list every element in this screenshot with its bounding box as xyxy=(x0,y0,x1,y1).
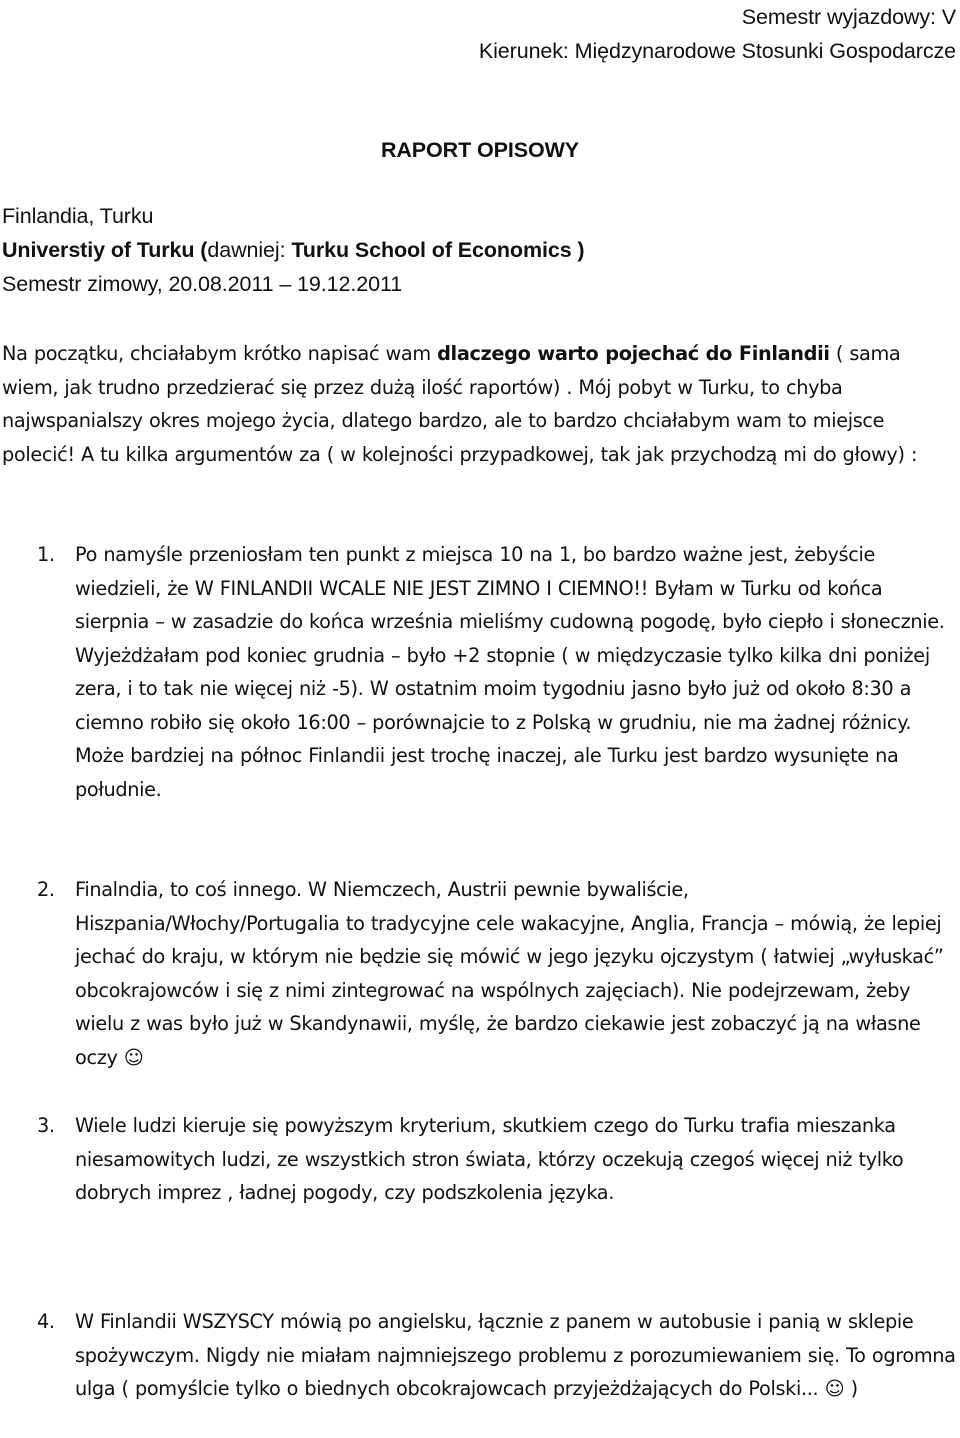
intro-text-start: Na początku, chciałabym krótko napisać wam xyxy=(2,342,438,365)
list-item-number: 3. xyxy=(37,1114,55,1137)
university-line xyxy=(2,233,585,267)
exchange-info xyxy=(2,199,585,301)
list-item-text: Wiele ludzi kieruje się powyższym kryterium, skutkiem czego do Turku trafia mieszanka niesamowitych ludzi, ze wszystkich stron świata, którzy oczekują czegoś więcej niż tylko dobrych imprez , ładnej pogody, czy podszkolenia języka. xyxy=(75,1114,904,1204)
list-item-number: 2. xyxy=(37,878,55,901)
document-header xyxy=(479,0,956,68)
country-line: Finlandia, Turku xyxy=(2,204,154,228)
list-item-text: Finalndia, to coś innego. W Niemczech, Austrii pewnie bywaliście, Hiszpania/Włochy/Portugalia to tradycyjne cele wakacyjne, Anglia, Francja – mówią, że lepiej jechać do kraju, w którym nie będzie się mówić w jego języku ojczystym ( łatwiej „wyłuskać” obcokrajowców i się z nimi zintegrować na wspólnych zajęciach). Nie podejrzewam, żeby wielu z was było już w Skandynawii, myślę, że bardzo ciekawie jest zobaczyć ją na własne oczy ☺ xyxy=(75,878,944,1069)
intro-text-rest: ( sama wiem, jak trudno przedzierać się przez dużą ilość raportów) . Mój pobyt w Turku, to chyba najwspanialszy okres mojego życia, dlatego bardzo, ale to bardzo chciałabym wam to miejsce polecić! A tu kilka argumentów za ( w kolejności przypadkowej, tak jak przychodzą mi do głowy) : xyxy=(2,342,918,466)
page-title: RAPORT OPISOWY xyxy=(380,138,580,162)
major-line: Kierunek: Międzynarodowe Stosunki Gospodarcze xyxy=(478,39,956,63)
semester-line: Semestr wyjazdowy: V xyxy=(741,5,956,29)
formerly-label: dawniej: xyxy=(207,238,292,262)
former-university-name: Turku School of Economics ) xyxy=(291,238,585,262)
list-item-text: Po namyśle przeniosłam ten punkt z miejsca 10 na 1, bo bardzo ważne jest, żebyście wiedzieli, że W FINLANDII WCALE NIE JEST ZIMNO I CIEMNO!! Byłam w Turku od końca sierpnia – w zasadzie do końca września mieliśmy cudowną pogodę, było ciepło i słonecznie. Wyjeżdżałam pod koniec grudnia – było +2 stopnie ( w międzyczasie tylko kilka dni poniżej zera, i to tak nie więcej niż -5). W ostatnim moim tygodniu jasno było już od około 8:30 a ciemno robiło się około 16:00 – porównajcie to z Polską w grudniu, nie ma żadnej różnicy. Może bardziej na północ Finlandii jest trochę inaczej, ale Turku jest bardzo wysunięte na południe. xyxy=(75,543,945,801)
university-name: Universtiy of Turku ( xyxy=(2,238,208,262)
list-item-text: W Finlandii WSZYSCY mówią po angielsku, łącznie z panem w autobusie i panią w sklepie spożywczym. Nigdy nie miałam najmniejszego problemu z porozumiewaniem się. To ogromna ulga ( pomyślcie tylko o biednych obcokrajowcach przyjeżdżających do Polski... ☺ ) xyxy=(75,1310,956,1400)
list-item-number: 4. xyxy=(37,1310,55,1333)
list-item-number: 1. xyxy=(37,543,55,566)
semester-dates-line: Semestr zimowy, 20.08.2011 – 19.12.2011 xyxy=(2,272,403,296)
intro-paragraph xyxy=(2,337,958,471)
intro-bold-phrase: dlaczego warto pojechać do Finlandii xyxy=(437,342,830,365)
